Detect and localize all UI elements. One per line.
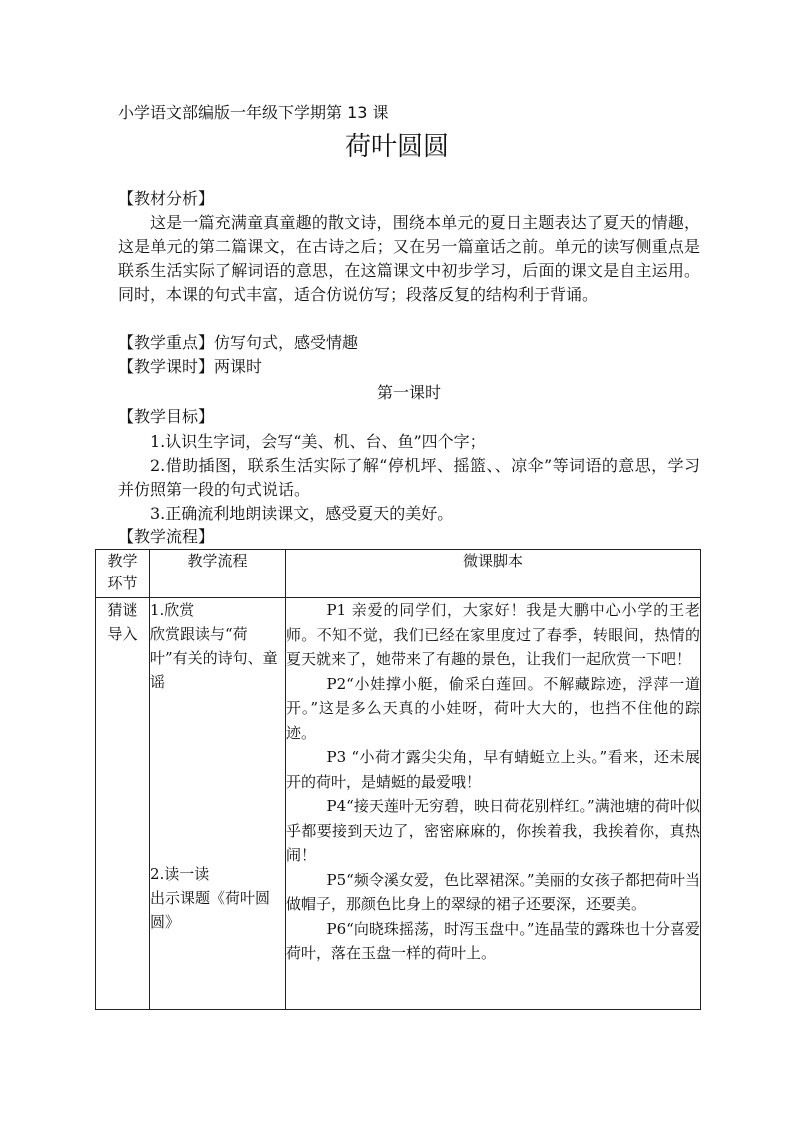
stage-cell: 猜谜导入 bbox=[96, 598, 150, 1010]
first-period-heading: 第一课时 bbox=[376, 383, 441, 402]
periods-line: 【教学课时】两课时 bbox=[118, 357, 263, 376]
flow-label: 【教学流程】 bbox=[118, 527, 215, 546]
course-line: 小学语文部编版一年级下学期第 13 课 bbox=[118, 103, 389, 122]
script-paragraph: P2“小娃撑小艇，偷采白莲回。不解藏踪迹，浮萍一道开。”这是多么天真的小娃呀，荷叶大大的，也挡不住他的踪迹。 bbox=[286, 674, 700, 742]
analysis-body bbox=[118, 211, 700, 307]
step-title: 2.读一读 bbox=[150, 865, 210, 883]
lesson-title: 荷叶圆圆 bbox=[344, 132, 449, 162]
script-paragraph: P5“频令溪女爱，色比翠裙深。”美丽的女孩子都把荷叶当做帽子，那颜色比身上的翠绿的裙子还要深，还要美。 bbox=[286, 870, 700, 913]
script-paragraph: P1 亲爱的同学们，大家好！我是大鹏中心小学的王老师。不知不觉，我们已经在家里度过了春季，转眼间，热情的夏天就来了，她带来了有趣的景色，让我们一起欣赏一下吧！ bbox=[286, 601, 700, 668]
goal-item: 1.认识生字词，会写“美、机、台、鱼”四个字； bbox=[150, 432, 486, 451]
script-paragraph: P6“向晓珠摇荡，时泻玉盘中。”连晶莹的露珠也十分喜爱荷叶，落在玉盘一样的荷叶上。 bbox=[286, 919, 700, 962]
step-title: 1.欣赏 bbox=[150, 601, 195, 619]
table-header-row bbox=[96, 550, 701, 598]
header-script: 微课脚本 bbox=[286, 550, 701, 598]
goal-item: 2.借助插图，联系生活实际了解“停机坪、摇篮、、凉伞”等词语的意思，学习并仿照第一段的句式说话。 bbox=[118, 456, 700, 499]
flow-cell bbox=[150, 598, 286, 1010]
analysis-label: 【教材分析】 bbox=[118, 189, 215, 208]
teaching-flow-table bbox=[95, 549, 701, 1010]
script-paragraph: P3 “小荷才露尖尖角，早有蜻蜓立上头。”看来，还未展开的荷叶，是蜻蜓的最爱哦！ bbox=[286, 748, 700, 791]
table-row bbox=[96, 598, 701, 1010]
script-paragraph: P4“接天莲叶无穷碧，映日荷花别样红。”满池塘的荷叶似乎都要接到天边了，密密麻麻的，你挨着我，我挨着你，真热闹！ bbox=[286, 797, 700, 864]
header-stage: 教学环节 bbox=[96, 550, 150, 598]
goals-label: 【教学目标】 bbox=[118, 407, 215, 426]
header-flow: 教学流程 bbox=[150, 550, 286, 598]
goal-item: 3.正确流利地朗读课文，感受夏天的美好。 bbox=[150, 504, 454, 523]
goals-list bbox=[118, 430, 700, 526]
step-desc: 欣赏跟读与“荷叶”有关的诗句、童谣 bbox=[150, 625, 278, 691]
key-point-line: 【教学重点】仿写句式，感受情趣 bbox=[118, 333, 359, 352]
analysis-text: 这是一篇充满童真童趣的散文诗，围绕本单元的夏日主题表达了夏天的情趣，这是单元的第二篇课文，在古诗之后；又在另一篇童话之前。单元的读写侧重点是联系生活实际了解词语的意思，在这篇课文中初步学习，后面的课文是自主运用。同时，本课的句式丰富，适合仿说仿写；段落反复的结构利于背诵。 bbox=[118, 213, 700, 304]
step-desc: 出示课题《荷叶圆圆》 bbox=[150, 889, 271, 931]
script-cell bbox=[286, 598, 701, 1010]
